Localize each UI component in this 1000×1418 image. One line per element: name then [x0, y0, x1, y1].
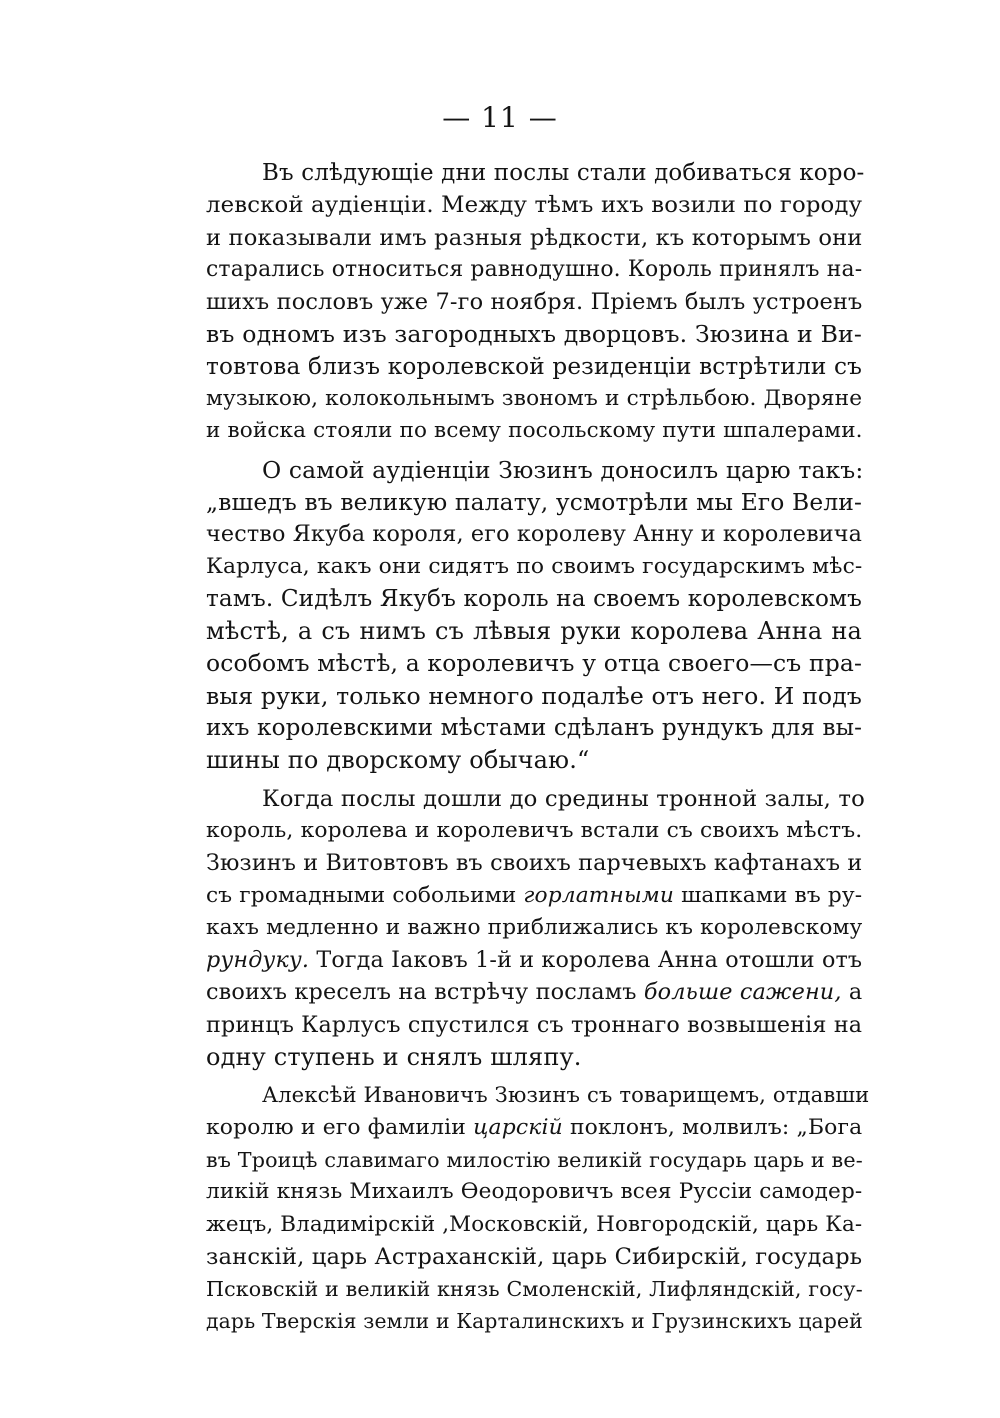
text-line: и войска стояли по всему посольскому пути шпалерами. — [206, 418, 863, 444]
text-line: одну ступень и снялъ шляпу. — [206, 1043, 582, 1072]
text-line: Зюзинъ и Витовтовъ въ своихъ парчевыхъ кафтанахъ и — [206, 850, 863, 877]
text-line: дарь Тверскія земли и Карталинскихъ и Грузинскихъ царей — [206, 1309, 863, 1334]
text-line: Когда послы дошли до средины тронной залы, то — [262, 785, 865, 812]
page-number: — 11 — — [442, 101, 558, 134]
text-line: въ одномъ изъ загородныхъ дворцовъ. Зюзина и Ви- — [206, 320, 863, 349]
text-segment: шапками въ ру- — [681, 882, 863, 908]
italic-word: рундуку. — [206, 947, 310, 974]
italic-word: горлатными — [523, 882, 675, 908]
paragraph-3 — [206, 783, 865, 1074]
text-segment: а — [848, 979, 863, 1006]
text-line: въ Троицѣ славимаго милостію великій государь царь и ве- — [206, 1147, 863, 1172]
text-line: кахъ медленно и важно приближались къ королевскому — [206, 914, 863, 940]
text-segment: Тогда Іаковъ 1-й и королева Анна отошли отъ — [316, 947, 863, 974]
text-line: Карлуса, какъ они сидятъ по своимъ государскимъ мѣс- — [206, 553, 863, 579]
text-segment: своихъ креселъ на встрѣчу посламъ — [206, 979, 637, 1006]
text-line: О самой аудіенціи Зюзинъ доносилъ царю такъ: — [262, 455, 864, 484]
text-line: Въ слѣдующіе дни послы стали добиваться коро- — [262, 160, 865, 186]
text-line: чество Якуба короля, его королеву Анну и королевича — [206, 521, 863, 548]
text-line: Алексѣй Ивановичъ Зюзинъ съ товарищемъ, отдавши — [262, 1082, 870, 1108]
text-line: ихъ королевскими мѣстами сдѣланъ рундукъ для вы- — [206, 715, 863, 742]
text-segment: королю и его фамиліи — [206, 1114, 467, 1140]
paragraph-1 — [206, 157, 865, 448]
text-line: старались относиться равнодушно. Король принялъ на- — [206, 256, 863, 282]
text-line: товтова близъ королевской резиденціи встрѣтили съ — [206, 352, 862, 380]
text-line: принцъ Карлусъ спустился съ троннаго возвышенія на — [206, 1011, 863, 1038]
text-segment: съ громадными собольими — [206, 882, 517, 908]
text-line: „вшедъ въ великую палату, усмотрѣли мы Его Вели- — [206, 487, 863, 516]
text-line-with-italic — [206, 1112, 862, 1144]
italic-word: царскій — [473, 1114, 563, 1140]
text-line: музыкою, колокольнымъ звономъ и стрѣльбою. Дворяне — [206, 386, 863, 412]
text-line-with-italic — [206, 976, 862, 1008]
body-text — [206, 157, 870, 1344]
text-line: ликій князь Михаилъ Ѳеодоровичъ всея Руссіи самодер- — [206, 1179, 863, 1205]
paragraph-4 — [206, 1079, 870, 1337]
text-line-with-italic — [206, 880, 862, 912]
text-line: шины по дворскому обычаю.“ — [206, 746, 590, 775]
text-line: особомъ мѣстѣ, а королевичъ у отца своего—съ пра- — [206, 649, 862, 678]
text-line: Псковскій и великій князь Смоленскій, Лифляндскій, госу- — [206, 1277, 863, 1302]
text-line-with-italic — [206, 944, 862, 976]
text-line: левской аудіенціи. Между тѣмъ ихъ возили по городу — [206, 192, 863, 219]
text-line: шихъ пословъ уже 7-го ноября. Пріемъ былъ устроенъ — [206, 289, 863, 316]
paragraph-2 — [206, 454, 862, 777]
text-line: занскій, царь Астраханскій, царь Сибирскій, государь — [206, 1243, 863, 1270]
text-line: король, королева и королевичъ встали съ своихъ мѣстъ. — [206, 817, 863, 843]
text-line: жецъ, Владимірскій ,Московскій, Новгородскій, царь Ка- — [206, 1211, 863, 1237]
text-line: мѣстѣ, а съ нимъ съ лѣвыя руки королева Анна на — [206, 617, 862, 646]
italic-phrase: больше сажени, — [643, 979, 842, 1006]
text-line: тамъ. Сидѣлъ Якубъ король на своемъ королевскомъ — [206, 585, 862, 612]
text-segment: поклонъ, молвилъ: „Бога — [569, 1114, 863, 1140]
text-line: и показывали имъ разныя рѣдкости, къ которымъ они — [206, 224, 863, 251]
text-line: выя руки, только немного подалѣе отъ него. И подъ — [206, 681, 862, 710]
